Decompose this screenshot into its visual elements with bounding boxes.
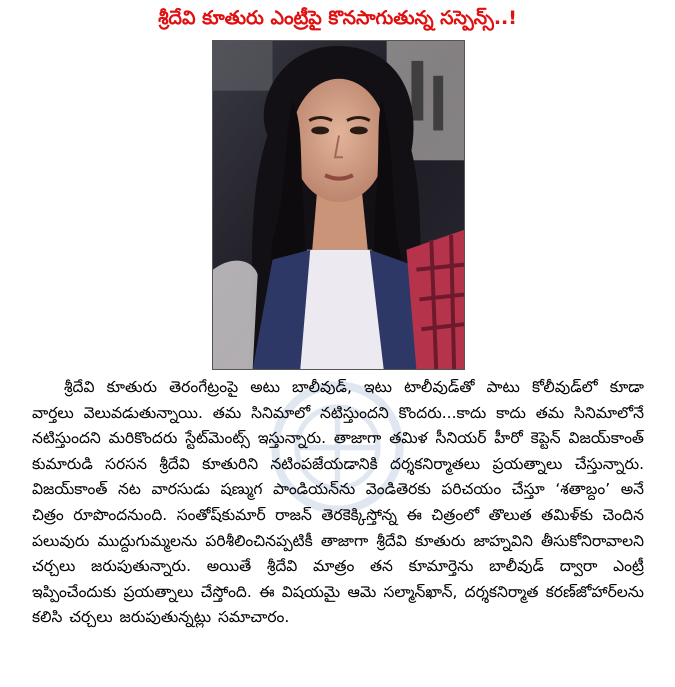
portrait-image: [213, 41, 464, 369]
article-photo: [212, 40, 465, 370]
article-headline: శ్రీదేవి కూతురు ఎంట్రీపై కొనసాగుతున్న సస్పెన్స్..!: [158, 7, 517, 29]
article-body: శ్రీదేవి కూతురు తెరంగేట్రంపై అటు బాలీవుడ్, ఇటు టాలీవుడ్‌తో పాటు కోలీవుడ్‌లో కూడా వార్తలు వెలువడుతున్నాయి. తమ సినిమాలో నటిస్తుందని కొందరు...కాదు కాదు తమ సినిమాలోనే నటిస్తుందని మరికొందరు స్టేట్‌మెంట్స్ ఇస్తున్నారు. తాజాగా తమిళ సీనియర్ హీరో కెప్టెన్ విజయ్‌కాంత్ కుమారుడి సరసన శ్రీదేవి కూతురిని నటింపజేయడానికి దర్శకనిర్మాతలు ప్రయత్నాలు చేస్తున్నారు. విజయ్‌కాంత్ నట వారసుడు షణ్ముగ పాండియన్‌ను వెండితెరకు పరిచయం చేస్తూ ‘శతాబ్దం’ అనే చిత్రం రూపొందనుంది. సంతోష్‌కుమార్ రాజన్ తెరకెక్కిస్తోన్న ఈ చిత్రంలో తొలుత తమిళ్‌కు చెందిన పలువురు ముద్దుగుమ్మలను పరిశీలించినప్పటికీ తాజాగా శ్రీదేవి కూతురు జాహ్నవిని తీసుకోనిరావాలని చర్చలు జరుపుతున్నారు. అయితే శ్రీదేవి మాత్రం తన కూమార్తెను బాలీవుడ్ ద్వారా ఎంట్రీ ఇప్పించేందుకు ప్రయత్నాలు చేస్తోంది. ఈ విషయమై ఆమె సల్మాన్‌ఖాన్, దర్శకనిర్మాత కరణ్‌జోహార్‌లను కలిసి చర్చలు జరుపుతున్నట్లు సమాచారం.: [32, 378, 644, 627]
